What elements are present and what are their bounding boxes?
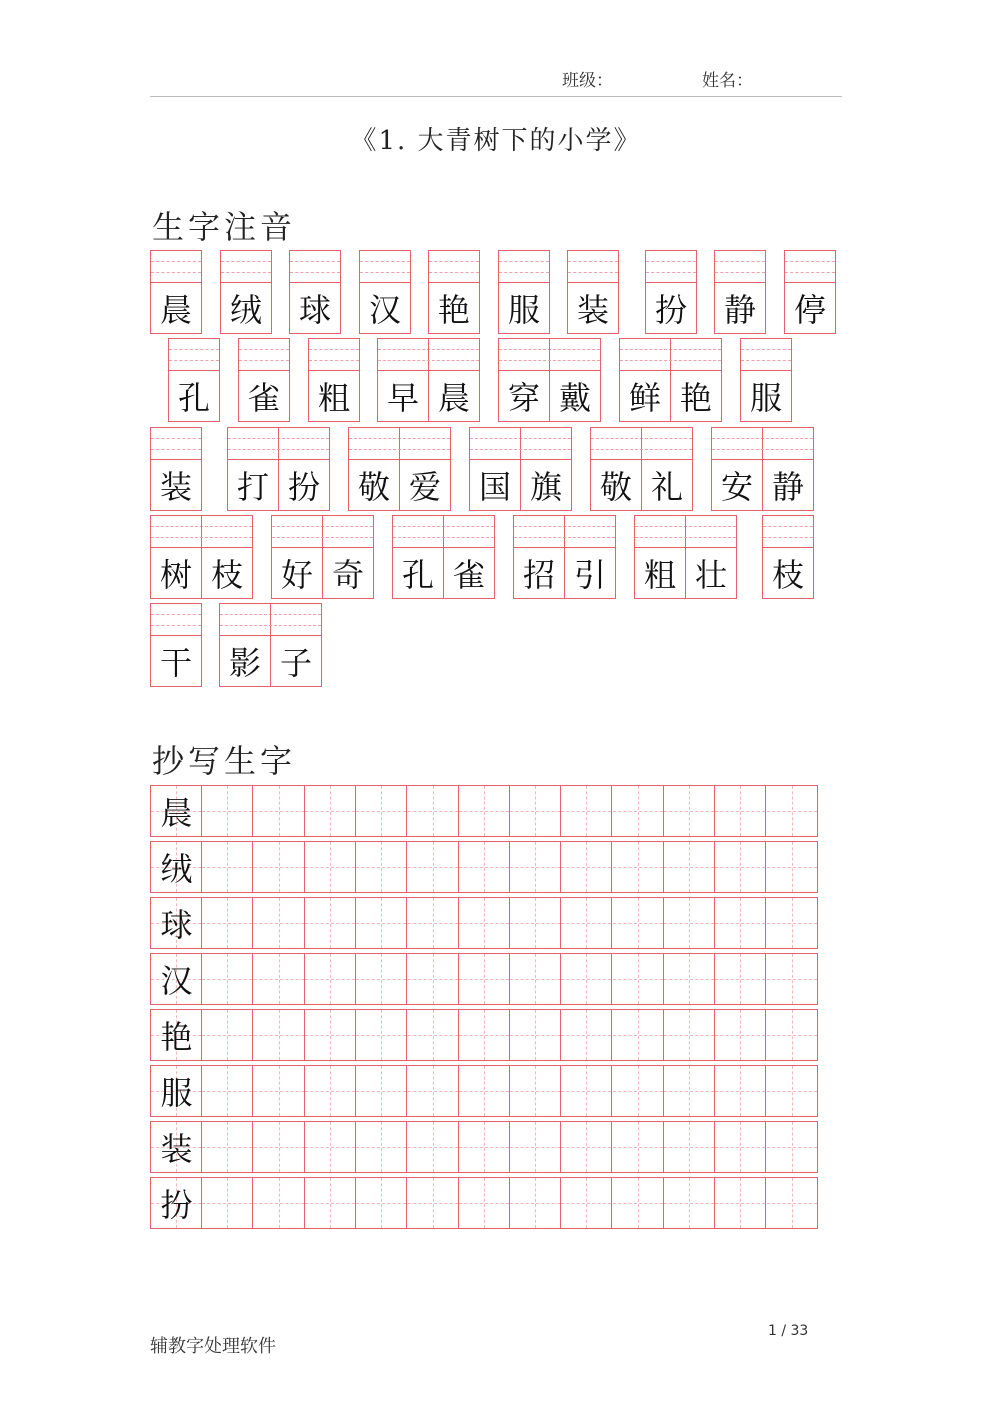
practice-cell[interactable] xyxy=(254,842,305,892)
hanzi-char: 晨 xyxy=(159,291,192,329)
practice-cell[interactable] xyxy=(202,1010,253,1060)
practice-cell[interactable] xyxy=(664,1066,715,1116)
section-title-copy: 抄写生字 xyxy=(152,742,297,780)
practice-cell[interactable] xyxy=(305,898,356,948)
practice-cell[interactable] xyxy=(356,1122,407,1172)
word-box xyxy=(227,427,330,511)
hanzi-char: 安 xyxy=(720,468,753,506)
pinyin-line xyxy=(429,251,479,283)
hanzi-char: 打 xyxy=(236,468,269,506)
hanzi-char: 招 xyxy=(522,556,555,594)
page-number: 1 / 33 xyxy=(768,1323,809,1339)
practice-cell[interactable] xyxy=(356,898,407,948)
copy-row xyxy=(150,897,818,949)
pinyin-line xyxy=(763,516,813,548)
header-divider xyxy=(150,96,842,97)
word-box xyxy=(238,338,290,422)
practice-cell[interactable] xyxy=(715,842,766,892)
practice-cell[interactable] xyxy=(305,1178,356,1228)
copy-char: 晨 xyxy=(160,794,193,832)
practice-cell[interactable] xyxy=(561,1122,612,1172)
hanzi-char: 敬 xyxy=(357,468,390,506)
practice-cell[interactable] xyxy=(305,954,356,1004)
hanzi-char: 穿 xyxy=(507,379,540,417)
word-box xyxy=(219,603,322,687)
copy-char: 服 xyxy=(160,1074,193,1112)
hanzi-char: 粗 xyxy=(643,556,676,594)
word-box xyxy=(150,515,253,599)
pinyin-line xyxy=(785,251,835,283)
practice-cell[interactable] xyxy=(510,1122,561,1172)
word-box xyxy=(711,427,814,511)
copy-row xyxy=(150,785,818,837)
word-box xyxy=(645,250,697,334)
practice-cell[interactable] xyxy=(767,954,817,1004)
practice-cell[interactable] xyxy=(254,1010,305,1060)
pinyin-line xyxy=(499,339,600,371)
hanzi-char: 静 xyxy=(723,291,756,329)
practice-cell[interactable] xyxy=(561,1178,612,1228)
word-box xyxy=(762,515,814,599)
hanzi-char: 干 xyxy=(159,644,192,682)
hanzi-char: 礼 xyxy=(641,460,692,510)
practice-cell[interactable] xyxy=(613,898,664,948)
word-box xyxy=(634,515,737,599)
practice-cell[interactable] xyxy=(613,954,664,1004)
pinyin-line xyxy=(635,516,736,548)
practice-cell[interactable] xyxy=(613,1178,664,1228)
practice-cell[interactable] xyxy=(510,898,561,948)
practice-cell[interactable] xyxy=(356,1066,407,1116)
practice-cell[interactable] xyxy=(254,898,305,948)
copy-row xyxy=(150,1009,818,1061)
hanzi-char: 引 xyxy=(564,548,615,598)
practice-cell[interactable] xyxy=(459,1178,510,1228)
word-box xyxy=(289,250,341,334)
hanzi-char: 粗 xyxy=(317,379,350,417)
practice-cell[interactable] xyxy=(408,842,459,892)
practice-cell[interactable] xyxy=(510,1010,561,1060)
word-box xyxy=(513,515,616,599)
practice-cell[interactable] xyxy=(510,1066,561,1116)
hanzi-char: 艳 xyxy=(670,371,721,421)
hanzi-char: 枝 xyxy=(201,548,252,598)
practice-cell[interactable] xyxy=(202,1066,253,1116)
pinyin-line xyxy=(220,604,321,636)
pinyin-line xyxy=(228,428,329,460)
practice-cell[interactable] xyxy=(767,1178,817,1228)
practice-cell[interactable] xyxy=(408,1010,459,1060)
pinyin-line xyxy=(151,428,201,460)
word-box xyxy=(498,250,550,334)
practice-cell[interactable] xyxy=(664,898,715,948)
word-box xyxy=(308,338,360,422)
practice-cell[interactable] xyxy=(408,1178,459,1228)
practice-cell[interactable] xyxy=(408,1066,459,1116)
pinyin-line xyxy=(514,516,615,548)
word-box xyxy=(150,427,202,511)
hanzi-char: 敬 xyxy=(599,468,632,506)
practice-cell[interactable] xyxy=(408,786,459,836)
practice-cell[interactable] xyxy=(305,1066,356,1116)
practice-cell[interactable] xyxy=(459,842,510,892)
pinyin-line xyxy=(378,339,479,371)
copy-char: 装 xyxy=(160,1130,193,1168)
copy-row xyxy=(150,953,818,1005)
practice-cell[interactable] xyxy=(715,1010,766,1060)
practice-cell[interactable] xyxy=(459,1010,510,1060)
practice-cell[interactable] xyxy=(254,1122,305,1172)
practice-cell[interactable] xyxy=(408,1122,459,1172)
practice-cell[interactable] xyxy=(715,1066,766,1116)
practice-cell[interactable] xyxy=(767,1010,817,1060)
hanzi-char: 树 xyxy=(159,556,192,594)
pinyin-line xyxy=(470,428,571,460)
word-box xyxy=(271,515,374,599)
section-title-pinyin: 生字注音 xyxy=(152,208,297,246)
practice-cell[interactable] xyxy=(767,786,817,836)
practice-cell[interactable] xyxy=(613,1010,664,1060)
practice-cell[interactable] xyxy=(664,786,715,836)
footer-software: 辅教字处理软件 xyxy=(150,1336,276,1357)
pinyin-line xyxy=(646,251,696,283)
word-box xyxy=(348,427,451,511)
practice-cell[interactable] xyxy=(561,1066,612,1116)
hanzi-char: 雀 xyxy=(247,379,280,417)
practice-cell[interactable] xyxy=(356,786,407,836)
practice-cell[interactable] xyxy=(767,898,817,948)
pinyin-line xyxy=(349,428,450,460)
practice-cell[interactable] xyxy=(254,1178,305,1228)
practice-cell[interactable] xyxy=(715,786,766,836)
word-box xyxy=(469,427,572,511)
hanzi-char: 停 xyxy=(793,291,826,329)
hanzi-char: 孔 xyxy=(401,556,434,594)
word-box xyxy=(150,603,202,687)
practice-cell[interactable] xyxy=(459,1066,510,1116)
practice-cell[interactable] xyxy=(254,1066,305,1116)
practice-cell[interactable] xyxy=(767,842,817,892)
practice-cell[interactable] xyxy=(767,1122,817,1172)
practice-cell[interactable] xyxy=(305,1010,356,1060)
practice-cell[interactable] xyxy=(561,954,612,1004)
hanzi-char: 装 xyxy=(576,291,609,329)
practice-cell[interactable] xyxy=(510,954,561,1004)
pinyin-line xyxy=(239,339,289,371)
pinyin-line xyxy=(712,428,813,460)
practice-cell[interactable] xyxy=(408,898,459,948)
copy-char: 艳 xyxy=(160,1018,193,1056)
hanzi-char: 球 xyxy=(298,291,331,329)
copy-row xyxy=(150,1065,818,1117)
practice-cell[interactable] xyxy=(202,842,253,892)
practice-cell[interactable] xyxy=(305,1122,356,1172)
practice-cell[interactable] xyxy=(356,954,407,1004)
practice-cell[interactable] xyxy=(664,842,715,892)
practice-cell[interactable] xyxy=(459,954,510,1004)
page-title: 《1. 大青树下的小学》 xyxy=(350,126,642,156)
hanzi-char: 国 xyxy=(478,468,511,506)
word-box xyxy=(619,338,722,422)
practice-cell[interactable] xyxy=(356,1178,407,1228)
practice-cell[interactable] xyxy=(613,1122,664,1172)
word-box xyxy=(590,427,693,511)
practice-cell[interactable] xyxy=(356,1010,407,1060)
word-box xyxy=(392,515,495,599)
hanzi-char: 影 xyxy=(228,644,261,682)
hanzi-char: 服 xyxy=(507,291,540,329)
pinyin-line xyxy=(620,339,721,371)
hanzi-char: 奇 xyxy=(322,548,373,598)
pinyin-line xyxy=(499,251,549,283)
pinyin-line xyxy=(591,428,692,460)
hanzi-char: 雀 xyxy=(443,548,494,598)
copy-row xyxy=(150,1121,818,1173)
copy-char: 扮 xyxy=(160,1186,193,1224)
hanzi-char: 孔 xyxy=(177,379,210,417)
word-box xyxy=(359,250,411,334)
pinyin-line xyxy=(272,516,373,548)
pinyin-line xyxy=(568,251,618,283)
copy-char: 汉 xyxy=(160,962,193,1000)
practice-cell[interactable] xyxy=(202,1178,253,1228)
pinyin-line xyxy=(151,516,252,548)
pinyin-line xyxy=(715,251,765,283)
word-box xyxy=(714,250,766,334)
copy-char: 球 xyxy=(160,906,193,944)
word-box xyxy=(377,338,480,422)
practice-cell[interactable] xyxy=(459,898,510,948)
pinyin-line xyxy=(360,251,410,283)
pinyin-line xyxy=(393,516,494,548)
hanzi-char: 早 xyxy=(386,379,419,417)
class-label: 班级： xyxy=(562,71,613,91)
practice-cell[interactable] xyxy=(664,1010,715,1060)
word-box xyxy=(740,338,792,422)
pinyin-line xyxy=(290,251,340,283)
name-label: 姓名： xyxy=(702,71,753,91)
pinyin-line xyxy=(169,339,219,371)
pinyin-line xyxy=(741,339,791,371)
practice-cell[interactable] xyxy=(202,898,253,948)
copy-row xyxy=(150,841,818,893)
practice-cell[interactable] xyxy=(715,1122,766,1172)
practice-cell[interactable] xyxy=(561,1010,612,1060)
practice-cell[interactable] xyxy=(715,898,766,948)
pinyin-line xyxy=(151,251,201,283)
hanzi-char: 汉 xyxy=(368,291,401,329)
pinyin-line xyxy=(221,251,271,283)
hanzi-char: 好 xyxy=(280,556,313,594)
practice-cell[interactable] xyxy=(459,1122,510,1172)
practice-cell[interactable] xyxy=(408,954,459,1004)
practice-cell[interactable] xyxy=(202,1122,253,1172)
hanzi-char: 爱 xyxy=(399,460,450,510)
practice-cell[interactable] xyxy=(715,1178,766,1228)
practice-cell[interactable] xyxy=(510,1178,561,1228)
hanzi-char: 戴 xyxy=(549,371,600,421)
practice-cell[interactable] xyxy=(356,842,407,892)
practice-cell[interactable] xyxy=(715,954,766,1004)
practice-cell[interactable] xyxy=(613,1066,664,1116)
hanzi-char: 鲜 xyxy=(628,379,661,417)
hanzi-char: 扮 xyxy=(278,460,329,510)
hanzi-char: 服 xyxy=(749,379,782,417)
word-box xyxy=(168,338,220,422)
copy-char: 绒 xyxy=(160,850,193,888)
practice-cell[interactable] xyxy=(613,786,664,836)
practice-cell[interactable] xyxy=(561,842,612,892)
word-box xyxy=(428,250,480,334)
word-box xyxy=(567,250,619,334)
copy-row xyxy=(150,1177,818,1229)
pinyin-line xyxy=(309,339,359,371)
hanzi-char: 子 xyxy=(270,636,321,686)
hanzi-char: 绒 xyxy=(229,291,262,329)
practice-cell[interactable] xyxy=(305,842,356,892)
practice-cell[interactable] xyxy=(664,1122,715,1172)
word-box xyxy=(784,250,836,334)
practice-cell[interactable] xyxy=(305,786,356,836)
word-box xyxy=(498,338,601,422)
hanzi-char: 艳 xyxy=(437,291,470,329)
hanzi-char: 静 xyxy=(762,460,813,510)
practice-cell[interactable] xyxy=(202,954,253,1004)
pinyin-line xyxy=(151,604,201,636)
practice-cell[interactable] xyxy=(254,954,305,1004)
hanzi-char: 晨 xyxy=(428,371,479,421)
practice-cell[interactable] xyxy=(664,1178,715,1228)
practice-cell[interactable] xyxy=(613,842,664,892)
practice-cell[interactable] xyxy=(510,786,561,836)
practice-cell[interactable] xyxy=(561,786,612,836)
practice-cell[interactable] xyxy=(459,786,510,836)
practice-cell[interactable] xyxy=(767,1066,817,1116)
hanzi-char: 壮 xyxy=(685,548,736,598)
hanzi-char: 扮 xyxy=(654,291,687,329)
practice-cell[interactable] xyxy=(202,786,253,836)
word-box xyxy=(150,250,202,334)
practice-cell[interactable] xyxy=(561,898,612,948)
hanzi-char: 枝 xyxy=(771,556,804,594)
hanzi-char: 旗 xyxy=(520,460,571,510)
practice-cell[interactable] xyxy=(254,786,305,836)
practice-cell[interactable] xyxy=(664,954,715,1004)
word-box xyxy=(220,250,272,334)
hanzi-char: 装 xyxy=(159,468,192,506)
practice-cell[interactable] xyxy=(510,842,561,892)
